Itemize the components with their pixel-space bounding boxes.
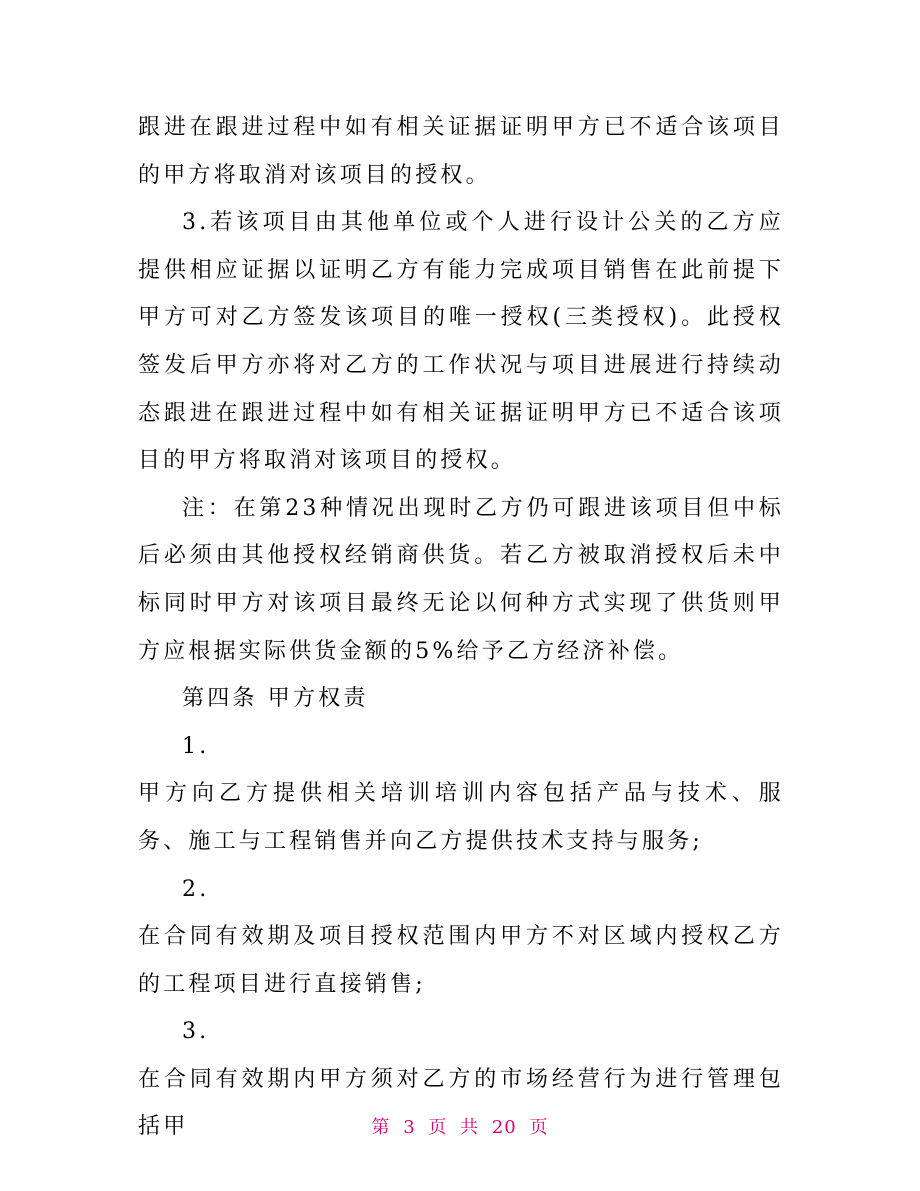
document-body (138, 104, 784, 1151)
list-number-2: 2. (182, 876, 210, 902)
list-number-1: 1. (182, 733, 210, 759)
paragraph-note: 注：在第23种情况出现时乙方仍可跟进该项目但中标后必须由其他授权经销商供货。若乙方被取消授权后未中标同时甲方对该项目最终无论以何种方式实现了供货则甲方应根据实际供货金额的5%给予乙方经济补偿。 (138, 495, 784, 664)
list-item-3-text: 在合同有效期内甲方须对乙方的市场经营行为进行管理包括甲 (138, 1066, 784, 1140)
paragraph-continuation: 跟进在跟进过程中如有相关证据证明甲方已不适合该项目的甲方将取消对该项目的授权。 (138, 115, 784, 188)
section-heading-article-4: 第四条 甲方权责 (182, 686, 369, 712)
list-number-3: 3. (182, 1019, 210, 1045)
list-item-1-text: 甲方向乙方提供相关培训培训内容包括产品与技术、服务、施工与工程销售并向乙方提供技术支持与服务; (138, 781, 784, 854)
paragraph-item-3: 3.若该项目由其他单位或个人进行设计公关的乙方应提供相应证据以证明乙方有能力完成项目销售在此前提下甲方可对乙方签发该项目的唯一授权(三类授权)。此授权签发后甲方亦将对乙方的工作状况与项目进展进行持续动态跟进在跟进过程中如有相关证据证明甲方已不适合该项目的甲方将取消对该项目的授权。 (138, 210, 784, 474)
page-number-footer: 第 3 页 共 20 页 (371, 1117, 549, 1138)
list-item-2-text: 在合同有效期及项目授权范围内甲方不对区域内授权乙方的工程项目进行直接销售; (138, 924, 784, 997)
